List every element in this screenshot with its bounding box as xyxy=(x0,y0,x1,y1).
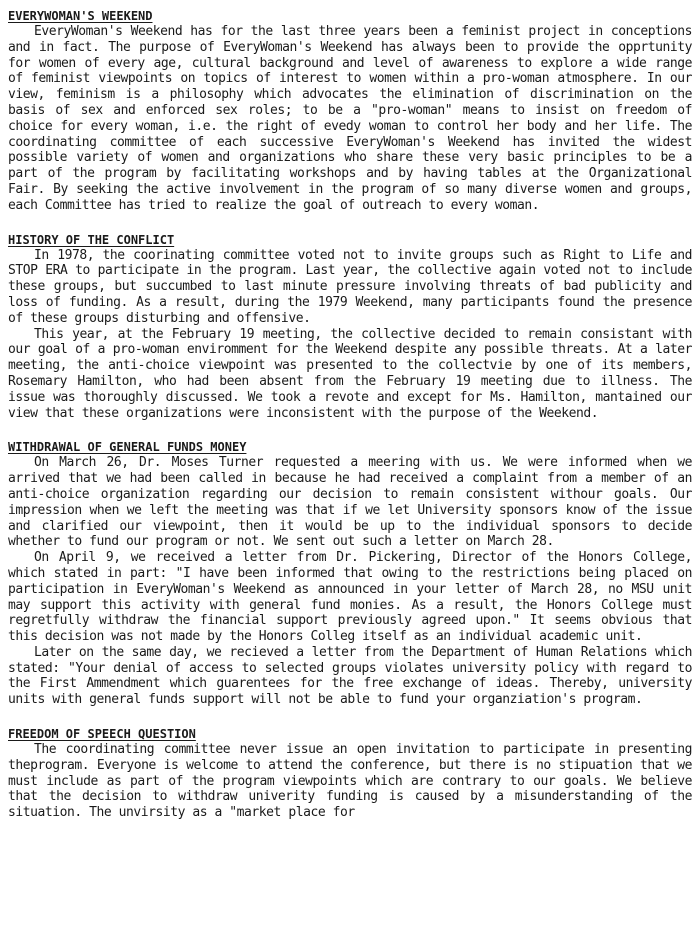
section-heading: FREEDOM OF SPEECH QUESTION xyxy=(8,727,196,742)
section-freedom-of-speech xyxy=(8,726,692,821)
paragraph: On March 26, Dr. Moses Turner requested a meering with us. We were informed when we arrived that we had been called in because he had received a complaint from a member of an anti-choice organization regarding our decision to remain consistent withour goals. Our impression when we left the meeting was that if we let University sponsors know of the issue and clarified our viewpoint, then it would be up to the individual sponsors to decide whether to fund our program or not. We sent out such a letter on March 28. xyxy=(8,455,692,550)
paragraph: In 1978, the coorinating committee voted not to invite groups such as Right to Life and STOP ERA to participate in the program. Last year, the collective again voted not to include these groups, but succumbed to last minute pressure involving threats of bad publicity and loss of funding. As a result, during the 1979 Weekend, many participants found the presence of these groups disturbing and offensive. xyxy=(8,247,692,326)
paragraph: Later on the same day, we recieved a letter from the Department of Human Relations which stated: "Your denial of access to selected groups violates university policy with regard to the First Ammendment which guarentees for the free exchange of ideas. Thereby, university units with general funds support will not be able to fund your organziation's program. xyxy=(8,644,692,708)
paragraph: This year, at the February 19 meeting, the collective decided to remain consistant with our goal of a pro-woman enviromment for the Weekend despite any possible threats. At a later meeting, the anti-choice viewpoint was presented to the collectvie by one of its members, Rosemary Hamilton, who had been absent from the February 19 meeting due to illness. The issue was thoroughly discussed. We took a revote and except for Ms. Hamilton, mantained our view that these organizations were inconsistent with the purpose of the Weekend. xyxy=(8,326,692,421)
section-everywomans-weekend xyxy=(8,8,692,214)
section-withdrawal-of-general-funds xyxy=(8,439,692,708)
section-history-of-the-conflict xyxy=(8,232,692,422)
section-heading: EVERYWOMAN'S WEEKEND xyxy=(8,9,153,23)
paragraph: On April 9, we received a letter from Dr. Pickering, Director of the Honors College, which stated in part: "I have been informed that owing to the restrictions being placed on participation in EveryWoman's Weekend as announced in your letter of March 28, no MSU unit may support this activity with general fund monies. As a result, the Honors College must regretfully withdraw the financial support previously agreed upon." It seems obvious that this decision was not made by the Honors Colleg itself as an individual academic unit. xyxy=(8,550,692,645)
paragraph: EveryWoman's Weekend has for the last three years been a feminist project in conceptions and in fact. The purpose of EveryWoman's Weekend has always been to provide the opprtunity for women of every age, cultural background and level of awareness to explore a wide range of feminist viewpoints on topics of interest to women within a pro-woman atmosphere. In our view, feminism is a philosophy which advocates the elimination of discrimination on the basis of sex and enforced sex roles; to be a "pro-woman" means to insist on freedom of choice for every woman, i.e. the right of evedy woman to control her body and her life. The coordinating committee of each successive EveryWoman's Weekend has invited the widest possible variety of women and organizations who share these very basic principles to be a part of the program by facilitating workshops and by having tables at the Organizational Fair. By seeking the active involvement in the program of so many diverse women and groups, each Committee has tried to realize the goal of outreach to every woman. xyxy=(8,24,692,213)
section-heading: WITHDRAWAL OF GENERAL FUNDS MONEY xyxy=(8,440,247,455)
section-heading: HISTORY OF THE CONFLICT xyxy=(8,232,175,247)
paragraph: The coordinating committee never issue an open invitation to participate in presenting theprogram. Everyone is welcome to attend the conference, but there is no stipuation that we must include as part of the program viewpoints which are contrary to our goals. We believe that the decision to withdraw univerity funding is caused by a misunderstanding of the situation. The unvirsity as a "market place for xyxy=(8,742,692,821)
